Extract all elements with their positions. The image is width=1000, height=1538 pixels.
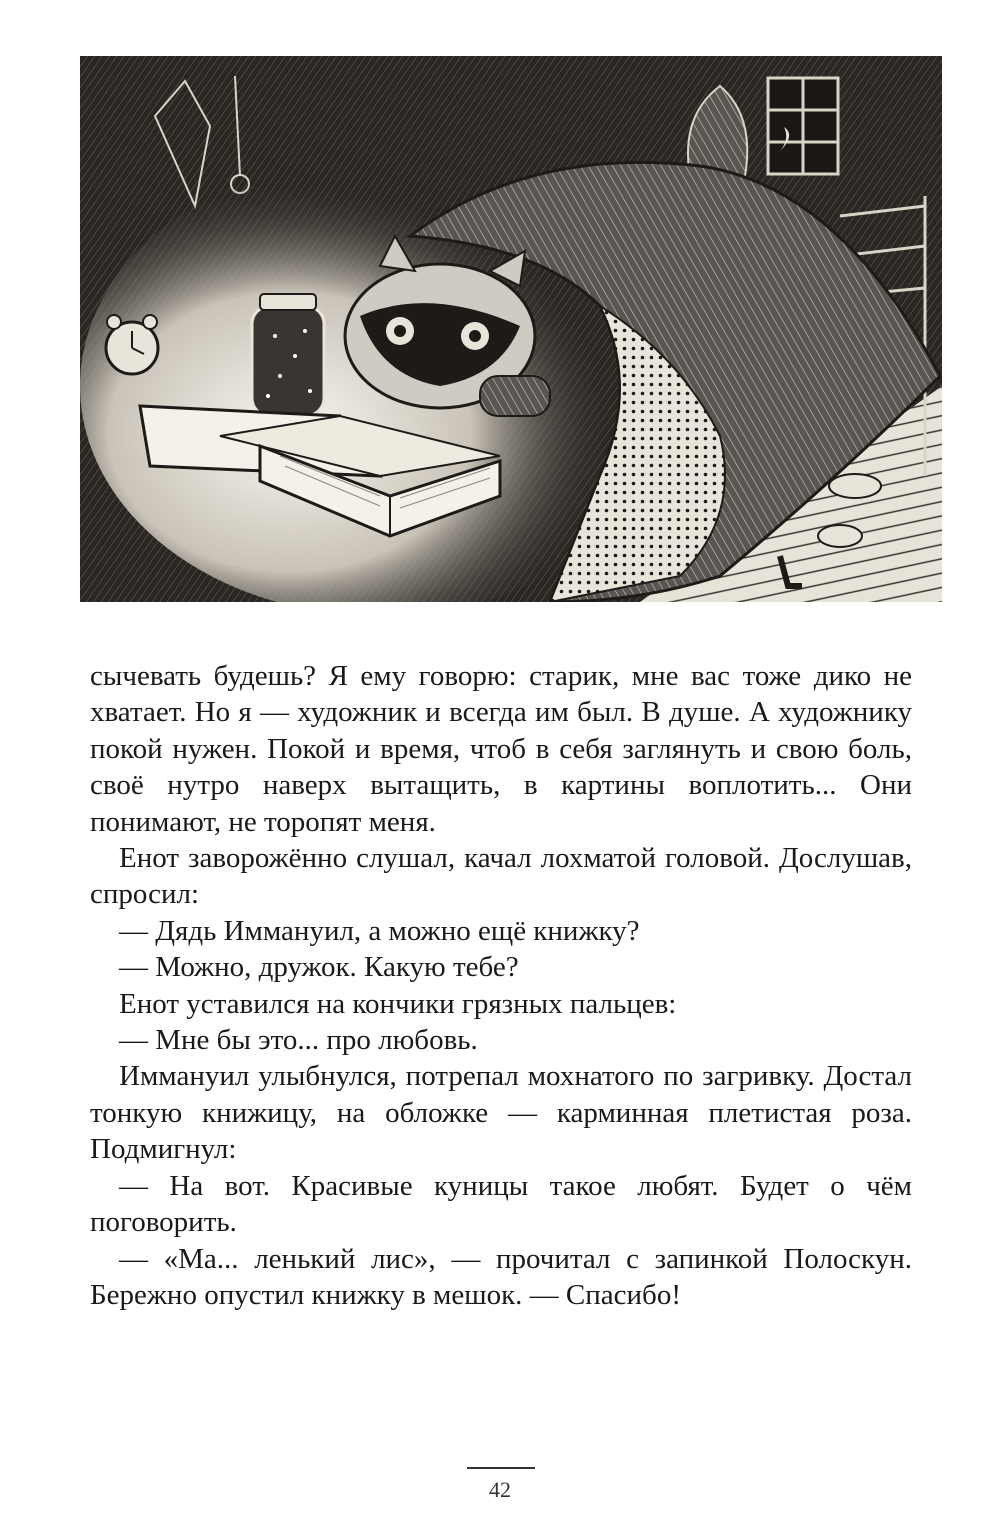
dialogue-line: — На вот. Красивые куницы такое любят. Будет о чём поговорить. (90, 1169, 912, 1239)
alarm-clock-icon (106, 315, 158, 374)
dialogue-line: — Можно, дружок. Какую тебе? (119, 951, 519, 984)
window-icon (768, 78, 838, 174)
illustration-svg (80, 56, 942, 602)
dialogue-line: — Мне бы это... про любовь. (119, 1024, 478, 1057)
raccoon-reading-illustration (80, 56, 942, 602)
footer-divider (467, 1467, 535, 1469)
dialogue-line: — Дядь Иммануил, а можно ещё книжку? (119, 914, 640, 947)
dialogue-line: — «Ма... ленький лис», — прочитал с запинкой Полоскун. Бережно опустил книжку в мешок. — Спасибо! (90, 1242, 912, 1311)
paragraph: Иммануил улыбнулся, потрепал мохнатого по загривку. Достал тонкую книжицу, на обложке — карминная плетистая роза. Подмигнул: (90, 1060, 912, 1166)
paragraph: Енот уставился на кончики грязных пальцев: (119, 987, 677, 1020)
firefly-jar-icon (252, 294, 324, 416)
paragraph: сычевать будешь? Я ему говорю: старик, мне вас тоже дико не хватает. Но я — художник и всегда им был. В душе. А художнику покой нужен. Покой и время, чтоб в себя заглянуть и свою боль, своё нутро наверх вытащить, в картины воплотить... Они понимают, не торопят меня. (90, 660, 912, 838)
body-text (90, 658, 912, 1313)
page-number: 42 (489, 1477, 511, 1502)
paragraph: Енот заворожённо слушал, качал лохматой головой. Дослушав, спросил: (90, 842, 912, 911)
